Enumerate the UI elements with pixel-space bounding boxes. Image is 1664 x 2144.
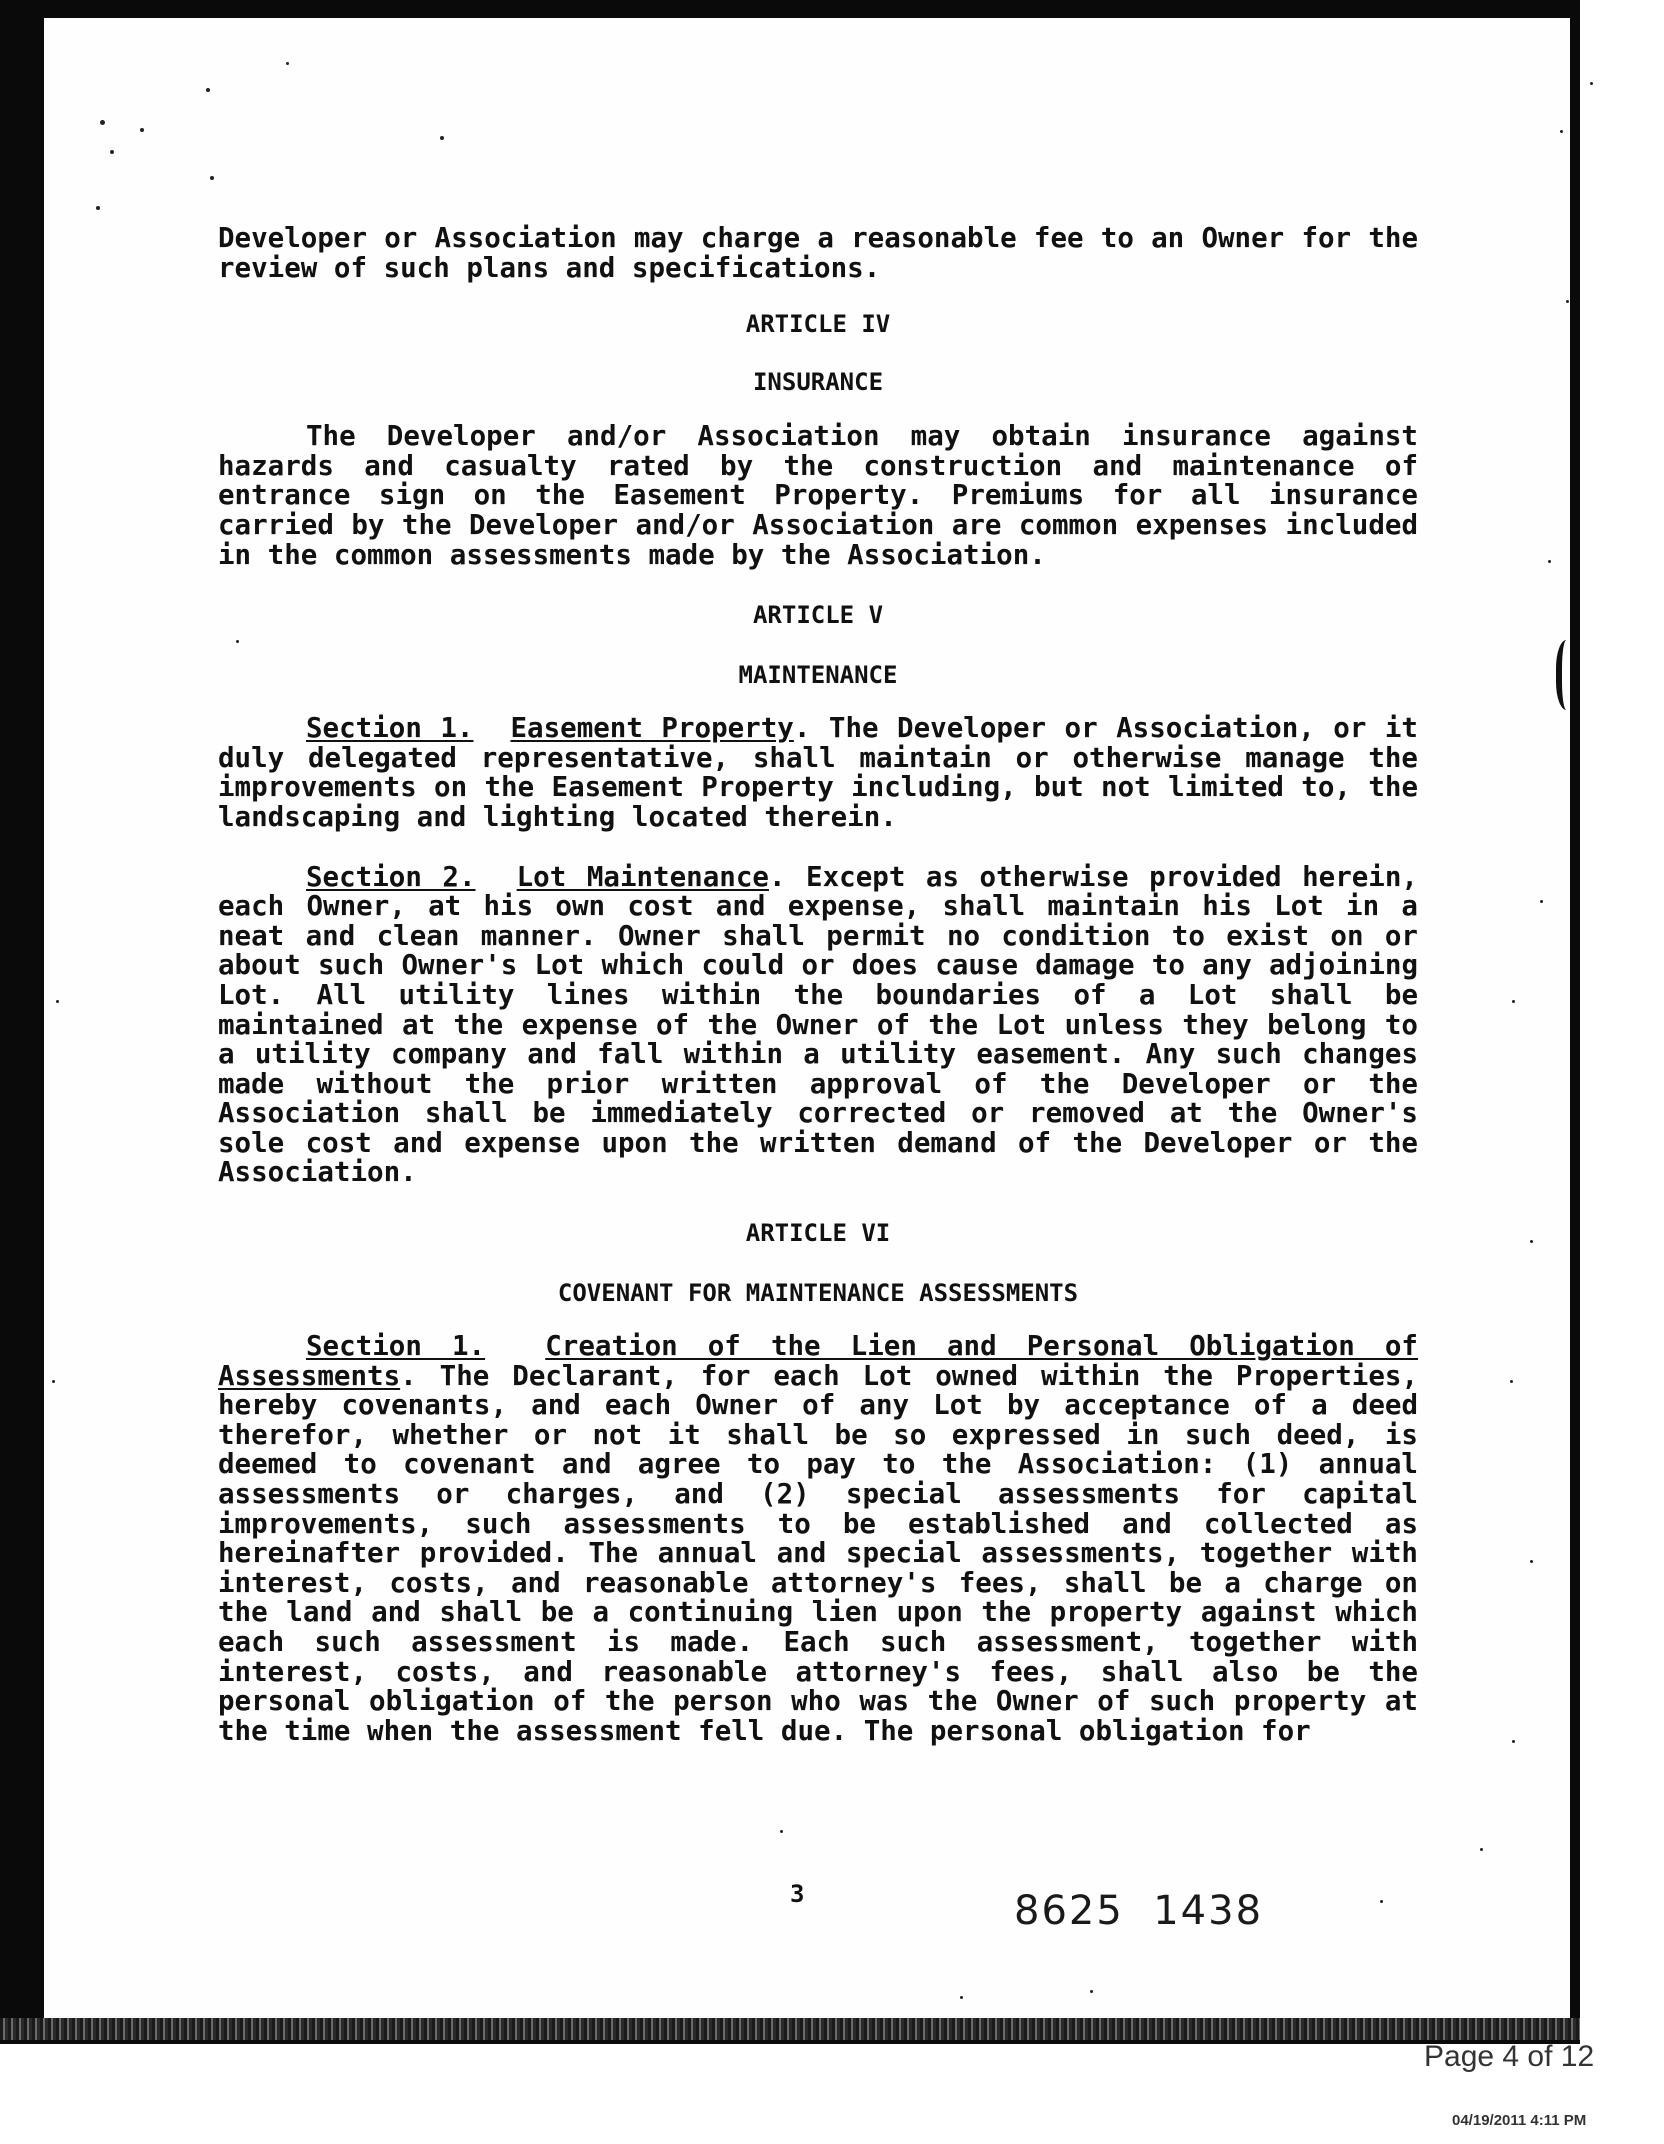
section-title: Creation of the Lien and Personal Obligation of Assessments [218, 1330, 1418, 1392]
section-text: The Declarant, for each Lot owned within the Properties, hereby covenants, and each Owner of any Lot by acceptance of a deed therefor, whether or not it shall be so expressed in such deed, is deemed to covenant and agree to pay to the Association: (1) annual assessments or charges, and (2) special assessments for capital improvements, such assessments to be established and collected as hereinafter provided. The annual and special assessments, together with interest, costs, and reasonable attorney's fees, shall be a charge on the land and shall be a continuing lien upon the property against which each such assessment is made. Each such assessment, together with interest, costs, and reasonable attorney's fees, shall also be the personal obligation of the person who was the Owner of such property at the time when the assessment fell due. The personal obligation for [218, 1359, 1418, 1747]
section-text: . Except as otherwise provided herein, each Owner, at his own cost and expense, shall maintain his Lot in a neat and clean manner. Owner shall permit no condition to exist on or about such Owner's Lot which could or does cause damage to any adjoining Lot. All utility lines within the boundaries of a Lot shall be maintained at the expense of the Owner of the Lot unless they belong to a utility company and fall within a utility easement. Any such changes made without the prior written approval of the Developer or the Association shall be immediately corrected or removed at the Owner's sole cost and expense upon the written demand of the Developer or the Association. [218, 860, 1418, 1189]
staple-mark [1556, 640, 1582, 710]
article-iv-title: INSURANCE [752, 368, 884, 397]
page-number: 3 [790, 1880, 805, 1908]
fax-timestamp: 04/19/2011 4:11 PM [1452, 2112, 1587, 2129]
section-text: . The Developer or Association, or it duly delegated representative, shall maintain or otherwise manage the improvements on the Easement Property including, but not limited to, the landscaping and lighting located therein. [218, 712, 1418, 833]
scan-edge-strip [0, 2018, 1580, 2040]
section-number: Section 1. [306, 1330, 486, 1363]
section-number: Section 2. [306, 860, 476, 893]
article-vi-title: COVENANT FOR MAINTENANCE ASSESSMENTS [557, 1279, 1079, 1308]
insurance-paragraph: The Developer and/or Association may obtain insurance against hazards and casualty rated by the construction and maintenance of entrance sign on the Easement Property. Premiums for all insurance carried by the Developer and/or Association are common expenses included in the common assessments made by the Association. [218, 420, 1418, 571]
article-vi-label: ARTICLE VI [745, 1219, 891, 1248]
recording-stamp: 8625 1438 [1014, 1888, 1264, 1934]
article-v-title: MAINTENANCE [738, 661, 898, 690]
article-v-label: ARTICLE V [752, 601, 884, 630]
section-easement-property [218, 714, 1418, 832]
section-number: Section 1. [306, 712, 474, 745]
fax-page-indicator: Page 4 of 12 [1424, 2040, 1595, 2073]
section-creation-of-lien [218, 1332, 1418, 1746]
intro-paragraph: Developer or Association may charge a reasonable fee to an Owner for the review of such plans and specifications. [218, 222, 1418, 284]
section-period: . [400, 1359, 417, 1392]
section-lot-maintenance [218, 860, 1418, 1189]
article-iv-label: ARTICLE IV [745, 310, 891, 339]
section-title: Easement Property [510, 712, 794, 745]
document-body [218, 224, 1418, 1746]
section-title: Lot Maintenance [516, 860, 769, 893]
